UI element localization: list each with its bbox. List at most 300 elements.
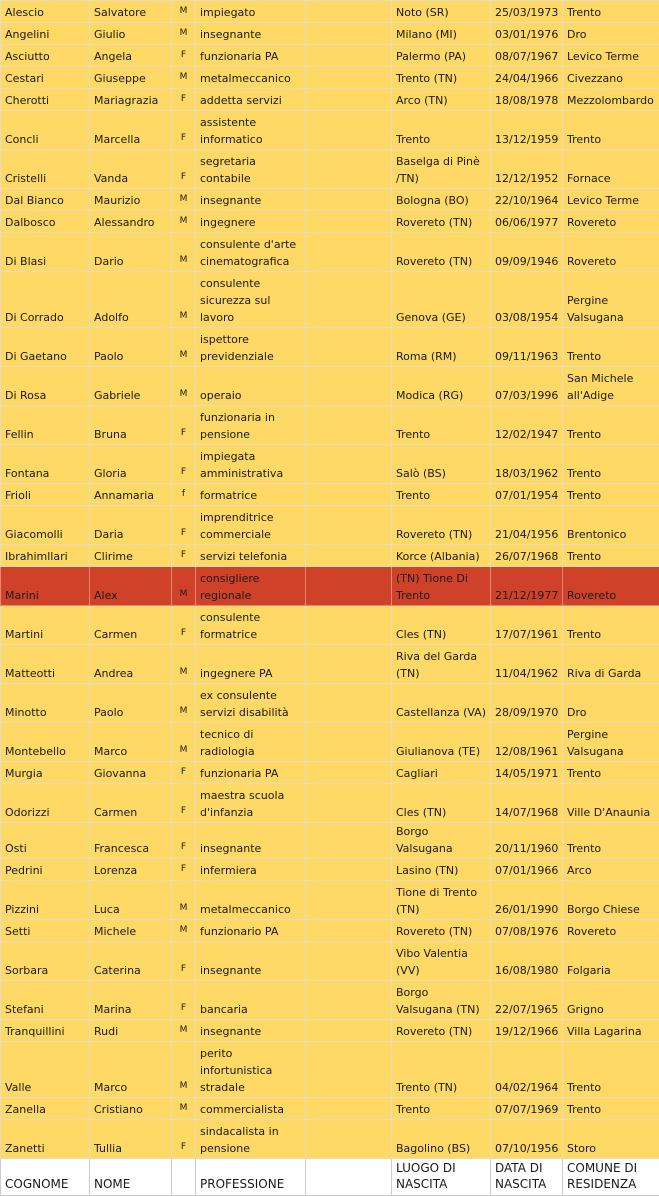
cell-luogo-nascita: Modica (RG)	[392, 367, 491, 406]
cell-luogo-nascita: Bagolino (BS)	[392, 1120, 491, 1159]
cell-sesso: F	[172, 111, 196, 150]
cell-luogo-nascita: Borgo Valsugana	[392, 823, 491, 859]
cell-data-nascita: 24/04/1966	[491, 67, 563, 89]
cell-luogo-nascita: Trento	[392, 1098, 491, 1120]
cell-empty	[306, 484, 392, 506]
cell-empty	[306, 506, 392, 545]
cell-data-nascita: 09/09/1946	[491, 233, 563, 272]
cell-nome: Gloria	[90, 445, 172, 484]
cell-data-nascita: 21/04/1956	[491, 506, 563, 545]
cell-comune-residenza: Trento	[563, 545, 659, 567]
cell-comune-residenza: Trento	[563, 606, 659, 645]
cell-nome: Alessandro	[90, 211, 172, 233]
cell-nome: Alex	[90, 567, 172, 606]
cell-empty	[306, 784, 392, 823]
cell-empty	[306, 1, 392, 23]
cell-nome: Annamaria	[90, 484, 172, 506]
cell-sesso: M	[172, 1042, 196, 1098]
cell-luogo-nascita: Giulianova (TE)	[392, 723, 491, 762]
cell-professione: funzionaria PA	[196, 762, 306, 784]
cell-data-nascita: 16/08/1980	[491, 942, 563, 981]
table-row	[1, 89, 659, 111]
cell-nome: Clirime	[90, 545, 172, 567]
cell-comune-residenza: Trento	[563, 406, 659, 445]
cell-empty	[306, 45, 392, 67]
cell-professione: consigliere regionale	[196, 567, 306, 606]
cell-cognome: Giacomolli	[1, 506, 90, 545]
cell-luogo-nascita: Baselga di Pinè /TN)	[392, 150, 491, 189]
cell-comune-residenza: Trento	[563, 1042, 659, 1098]
table-row	[1, 189, 659, 211]
cell-empty	[306, 1042, 392, 1098]
cell-professione: sindacalista in pensione	[196, 1120, 306, 1159]
cell-data-nascita: 20/11/1960	[491, 823, 563, 859]
cell-sesso: F	[172, 150, 196, 189]
table-row	[1, 545, 659, 567]
cell-luogo-nascita: Trento (TN)	[392, 67, 491, 89]
cell-comune-residenza: Pergine Valsugana	[563, 723, 659, 762]
table-row	[1, 981, 659, 1020]
cell-cognome: Zanella	[1, 1098, 90, 1120]
cell-sesso: M	[172, 233, 196, 272]
cell-nome: Daria	[90, 506, 172, 545]
cell-data-nascita: 21/12/1977	[491, 567, 563, 606]
cell-luogo-nascita: Roma (RM)	[392, 328, 491, 367]
cell-luogo-nascita: Trento	[392, 111, 491, 150]
cell-data-nascita: 28/09/1970	[491, 684, 563, 723]
cell-data-nascita: 03/01/1976	[491, 23, 563, 45]
header-cognome: COGNOME	[1, 1159, 90, 1196]
table-row	[1, 150, 659, 189]
cell-luogo-nascita: Riva del Garda (TN)	[392, 645, 491, 684]
cell-comune-residenza: Arco	[563, 859, 659, 881]
cell-nome: Gabriele	[90, 367, 172, 406]
cell-nome: Giuseppe	[90, 67, 172, 89]
cell-cognome: Di Rosa	[1, 367, 90, 406]
cell-sesso: F	[172, 823, 196, 859]
cell-nome: Andrea	[90, 645, 172, 684]
cell-sesso: F	[172, 762, 196, 784]
header-row	[1, 1159, 659, 1196]
table-row	[1, 1098, 659, 1120]
cell-sesso: M	[172, 1020, 196, 1042]
cell-empty	[306, 881, 392, 920]
header-data-nascita: DATA DI NASCITA	[491, 1159, 563, 1196]
cell-luogo-nascita: Bologna (BO)	[392, 189, 491, 211]
cell-luogo-nascita: Milano (MI)	[392, 23, 491, 45]
cell-empty	[306, 1120, 392, 1159]
cell-cognome: Asciutto	[1, 45, 90, 67]
cell-comune-residenza: Dro	[563, 23, 659, 45]
cell-comune-residenza: Trento	[563, 445, 659, 484]
table-row	[1, 723, 659, 762]
cell-nome: Lorenza	[90, 859, 172, 881]
cell-sesso: M	[172, 920, 196, 942]
cell-professione: ingegnere PA	[196, 645, 306, 684]
cell-data-nascita: 07/07/1969	[491, 1098, 563, 1120]
cell-professione: funzionaria PA	[196, 45, 306, 67]
table-row	[1, 942, 659, 981]
cell-empty	[306, 328, 392, 367]
cell-comune-residenza: Fornace	[563, 150, 659, 189]
cell-sesso: M	[172, 367, 196, 406]
cell-data-nascita: 22/07/1965	[491, 981, 563, 1020]
cell-comune-residenza: Rovereto	[563, 233, 659, 272]
cell-empty	[306, 1098, 392, 1120]
cell-nome: Carmen	[90, 606, 172, 645]
cell-cognome: Pizzini	[1, 881, 90, 920]
cell-nome: Marcella	[90, 111, 172, 150]
cell-data-nascita: 26/01/1990	[491, 881, 563, 920]
cell-comune-residenza: Civezzano	[563, 67, 659, 89]
cell-professione: impiegato	[196, 1, 306, 23]
cell-comune-residenza: Trento	[563, 484, 659, 506]
cell-sesso: F	[172, 981, 196, 1020]
cell-data-nascita: 11/04/1962	[491, 645, 563, 684]
cell-nome: Rudi	[90, 1020, 172, 1042]
cell-empty	[306, 859, 392, 881]
cell-cognome: Fellin	[1, 406, 90, 445]
cell-sesso: M	[172, 67, 196, 89]
cell-data-nascita: 18/03/1962	[491, 445, 563, 484]
cell-luogo-nascita: Lasino (TN)	[392, 859, 491, 881]
cell-cognome: Di Gaetano	[1, 328, 90, 367]
cell-professione: segretaria contabile	[196, 150, 306, 189]
cell-empty	[306, 545, 392, 567]
cell-comune-residenza: Levico Terme	[563, 45, 659, 67]
cell-comune-residenza: Levico Terme	[563, 189, 659, 211]
header-nome: NOME	[90, 1159, 172, 1196]
cell-cognome: Dal Bianco	[1, 189, 90, 211]
cell-comune-residenza: Trento	[563, 1098, 659, 1120]
cell-luogo-nascita: Rovereto (TN)	[392, 920, 491, 942]
cell-data-nascita: 13/12/1959	[491, 111, 563, 150]
cell-comune-residenza: Brentonico	[563, 506, 659, 545]
cell-cognome: Cherotti	[1, 89, 90, 111]
cell-cognome: Minotto	[1, 684, 90, 723]
table-row	[1, 784, 659, 823]
cell-comune-residenza: Riva di Garda	[563, 645, 659, 684]
cell-sesso: F	[172, 506, 196, 545]
cell-cognome: Marini	[1, 567, 90, 606]
cell-sesso: F	[172, 1120, 196, 1159]
cell-comune-residenza: Storo	[563, 1120, 659, 1159]
cell-professione: consulente formatrice	[196, 606, 306, 645]
cell-luogo-nascita: Arco (TN)	[392, 89, 491, 111]
cell-luogo-nascita: Salò (BS)	[392, 445, 491, 484]
cell-cognome: Stefani	[1, 981, 90, 1020]
cell-cognome: Osti	[1, 823, 90, 859]
cell-data-nascita: 07/01/1954	[491, 484, 563, 506]
cell-professione: impiegata amministrativa	[196, 445, 306, 484]
cell-sesso: F	[172, 89, 196, 111]
cell-empty	[306, 189, 392, 211]
cell-nome: Carmen	[90, 784, 172, 823]
cell-cognome: Di Corrado	[1, 272, 90, 328]
table-row	[1, 211, 659, 233]
cell-luogo-nascita: Palermo (PA)	[392, 45, 491, 67]
cell-cognome: Concli	[1, 111, 90, 150]
cell-professione: assistente informatico	[196, 111, 306, 150]
cell-data-nascita: 12/12/1952	[491, 150, 563, 189]
table-row	[1, 233, 659, 272]
cell-sesso: F	[172, 859, 196, 881]
cell-empty	[306, 942, 392, 981]
cell-data-nascita: 04/02/1964	[491, 1042, 563, 1098]
cell-professione: insegnante	[196, 1020, 306, 1042]
cell-professione: insegnante	[196, 189, 306, 211]
cell-data-nascita: 25/03/1973	[491, 1, 563, 23]
cell-luogo-nascita: Genova (GE)	[392, 272, 491, 328]
table-row	[1, 328, 659, 367]
table-row-highlighted	[1, 567, 659, 606]
header-comune-residenza: COMUNE DI RESIDENZA	[563, 1159, 659, 1196]
cell-luogo-nascita: Rovereto (TN)	[392, 506, 491, 545]
cell-professione: funzionaria in pensione	[196, 406, 306, 445]
cell-luogo-nascita: Trento	[392, 484, 491, 506]
cell-nome: Adolfo	[90, 272, 172, 328]
cell-cognome: Fontana	[1, 445, 90, 484]
cell-empty	[306, 367, 392, 406]
cell-comune-residenza: Trento	[563, 328, 659, 367]
cell-data-nascita: 12/08/1961	[491, 723, 563, 762]
cell-cognome: Tranquillini	[1, 1020, 90, 1042]
cell-data-nascita: 07/03/1996	[491, 367, 563, 406]
table-row	[1, 606, 659, 645]
cell-cognome: Dalbosco	[1, 211, 90, 233]
cell-comune-residenza: Rovereto	[563, 211, 659, 233]
cell-sesso: M	[172, 23, 196, 45]
table-row	[1, 1020, 659, 1042]
cell-professione: maestra scuola d'infanzia	[196, 784, 306, 823]
cell-sesso: M	[172, 211, 196, 233]
cell-professione: imprenditrice commerciale	[196, 506, 306, 545]
cell-luogo-nascita: Trento (TN)	[392, 1042, 491, 1098]
cell-sesso: F	[172, 784, 196, 823]
cell-data-nascita: 14/07/1968	[491, 784, 563, 823]
cell-empty	[306, 823, 392, 859]
cell-comune-residenza: Ville D'Anaunia	[563, 784, 659, 823]
cell-cognome: Frioli	[1, 484, 90, 506]
cell-empty	[306, 567, 392, 606]
cell-data-nascita: 07/10/1956	[491, 1120, 563, 1159]
cell-data-nascita: 09/11/1963	[491, 328, 563, 367]
cell-luogo-nascita: (TN) Tione Di Trento	[392, 567, 491, 606]
cell-data-nascita: 03/08/1954	[491, 272, 563, 328]
table-row	[1, 506, 659, 545]
cell-luogo-nascita: Noto (SR)	[392, 1, 491, 23]
cell-nome: Salvatore	[90, 1, 172, 23]
cell-professione: insegnante	[196, 942, 306, 981]
cell-nome: Caterina	[90, 942, 172, 981]
cell-empty	[306, 111, 392, 150]
cell-professione: ispettore previdenziale	[196, 328, 306, 367]
cell-sesso: F	[172, 606, 196, 645]
cell-nome: Giovanna	[90, 762, 172, 784]
cell-nome: Francesca	[90, 823, 172, 859]
cell-empty	[306, 981, 392, 1020]
cell-cognome: Cristelli	[1, 150, 90, 189]
cell-empty	[306, 150, 392, 189]
cell-sesso: M	[172, 328, 196, 367]
cell-data-nascita: 12/02/1947	[491, 406, 563, 445]
table-row	[1, 645, 659, 684]
cell-professione: operaio	[196, 367, 306, 406]
cell-data-nascita: 07/08/1976	[491, 920, 563, 942]
cell-nome: Angela	[90, 45, 172, 67]
header-extra	[306, 1159, 392, 1196]
cell-luogo-nascita: Borgo Valsugana (TN)	[392, 981, 491, 1020]
header-luogo-nascita: LUOGO DI NASCITA	[392, 1159, 491, 1196]
table-row	[1, 823, 659, 859]
cell-nome: Marco	[90, 723, 172, 762]
table-row	[1, 859, 659, 881]
table-row	[1, 920, 659, 942]
table-row	[1, 762, 659, 784]
table-row	[1, 272, 659, 328]
cell-data-nascita: 07/01/1966	[491, 859, 563, 881]
header-sesso	[172, 1159, 196, 1196]
cell-cognome: Murgia	[1, 762, 90, 784]
table-row	[1, 406, 659, 445]
cell-sesso: M	[172, 272, 196, 328]
cell-luogo-nascita: Cagliari	[392, 762, 491, 784]
cell-comune-residenza: Grigno	[563, 981, 659, 1020]
cell-data-nascita: 06/06/1977	[491, 211, 563, 233]
cell-professione: insegnante	[196, 823, 306, 859]
cell-empty	[306, 211, 392, 233]
cell-empty	[306, 445, 392, 484]
cell-comune-residenza: Trento	[563, 111, 659, 150]
cell-sesso: M	[172, 881, 196, 920]
cell-professione: perito infortunistica stradale	[196, 1042, 306, 1098]
cell-empty	[306, 606, 392, 645]
table-row	[1, 484, 659, 506]
cell-empty	[306, 406, 392, 445]
cell-luogo-nascita: Rovereto (TN)	[392, 233, 491, 272]
table-row	[1, 111, 659, 150]
cell-luogo-nascita: Rovereto (TN)	[392, 211, 491, 233]
cell-cognome: Angelini	[1, 23, 90, 45]
table-row	[1, 45, 659, 67]
cell-nome: Vanda	[90, 150, 172, 189]
cell-professione: ex consulente servizi disabilità	[196, 684, 306, 723]
cell-luogo-nascita: Tione di Trento (TN)	[392, 881, 491, 920]
cell-professione: formatrice	[196, 484, 306, 506]
cell-comune-residenza: San Michele all'Adige	[563, 367, 659, 406]
cell-sesso: F	[172, 545, 196, 567]
cell-cognome: Zanetti	[1, 1120, 90, 1159]
cell-data-nascita: 18/08/1978	[491, 89, 563, 111]
cell-cognome: Alescio	[1, 1, 90, 23]
cell-data-nascita: 14/05/1971	[491, 762, 563, 784]
cell-cognome: Matteotti	[1, 645, 90, 684]
cell-comune-residenza: Mezzolombardo	[563, 89, 659, 111]
cell-nome: Dario	[90, 233, 172, 272]
cell-cognome: Odorizzi	[1, 784, 90, 823]
cell-nome: Mariagrazia	[90, 89, 172, 111]
cell-professione: consulente d'arte cinematografica	[196, 233, 306, 272]
cell-sesso: F	[172, 942, 196, 981]
cell-comune-residenza: Rovereto	[563, 567, 659, 606]
cell-comune-residenza: Trento	[563, 762, 659, 784]
cell-comune-residenza: Borgo Chiese	[563, 881, 659, 920]
table-row	[1, 23, 659, 45]
cell-data-nascita: 08/07/1967	[491, 45, 563, 67]
cell-sesso: M	[172, 567, 196, 606]
table-row	[1, 445, 659, 484]
cell-comune-residenza: Trento	[563, 823, 659, 859]
cell-nome: Michele	[90, 920, 172, 942]
cell-professione: metalmeccanico	[196, 67, 306, 89]
cell-sesso: M	[172, 1098, 196, 1120]
cell-professione: infermiera	[196, 859, 306, 881]
cell-sesso: M	[172, 1, 196, 23]
cell-sesso: M	[172, 189, 196, 211]
cell-comune-residenza: Dro	[563, 684, 659, 723]
cell-empty	[306, 684, 392, 723]
table-row	[1, 67, 659, 89]
cell-cognome: Sorbara	[1, 942, 90, 981]
cell-professione: tecnico di radiologia	[196, 723, 306, 762]
cell-data-nascita: 26/07/1968	[491, 545, 563, 567]
cell-cognome: Montebello	[1, 723, 90, 762]
table-row	[1, 1120, 659, 1159]
cell-empty	[306, 1020, 392, 1042]
cell-professione: consulente sicurezza sul lavoro	[196, 272, 306, 328]
cell-data-nascita: 17/07/1961	[491, 606, 563, 645]
table-body	[1, 1, 659, 1196]
cell-professione: funzionario PA	[196, 920, 306, 942]
table-row	[1, 367, 659, 406]
cell-data-nascita: 19/12/1966	[491, 1020, 563, 1042]
cell-nome: Paolo	[90, 328, 172, 367]
cell-comune-residenza: Villa Lagarina	[563, 1020, 659, 1042]
cell-nome: Maurizio	[90, 189, 172, 211]
cell-cognome: Pedrini	[1, 859, 90, 881]
cell-nome: Tullia	[90, 1120, 172, 1159]
cell-luogo-nascita: Castellanza (VA)	[392, 684, 491, 723]
cell-nome: Bruna	[90, 406, 172, 445]
cell-empty	[306, 89, 392, 111]
cell-nome: Marco	[90, 1042, 172, 1098]
cell-cognome: Setti	[1, 920, 90, 942]
cell-empty	[306, 67, 392, 89]
cell-empty	[306, 272, 392, 328]
cell-cognome: Cestari	[1, 67, 90, 89]
cell-luogo-nascita: Cles (TN)	[392, 606, 491, 645]
cell-luogo-nascita: Rovereto (TN)	[392, 1020, 491, 1042]
cell-luogo-nascita: Trento	[392, 406, 491, 445]
table-row	[1, 1042, 659, 1098]
cell-nome: Giulio	[90, 23, 172, 45]
cell-professione: bancaria	[196, 981, 306, 1020]
cell-comune-residenza: Rovereto	[563, 920, 659, 942]
cell-cognome: Ibrahimllari	[1, 545, 90, 567]
cell-sesso: F	[172, 45, 196, 67]
cell-data-nascita: 22/10/1964	[491, 189, 563, 211]
cell-cognome: Valle	[1, 1042, 90, 1098]
cell-empty	[306, 920, 392, 942]
cell-empty	[306, 645, 392, 684]
cell-empty	[306, 233, 392, 272]
table-row	[1, 1, 659, 23]
header-professione: PROFESSIONE	[196, 1159, 306, 1196]
table-row	[1, 684, 659, 723]
cell-comune-residenza: Folgaria	[563, 942, 659, 981]
cell-nome: Cristiano	[90, 1098, 172, 1120]
cell-professione: addetta servizi	[196, 89, 306, 111]
